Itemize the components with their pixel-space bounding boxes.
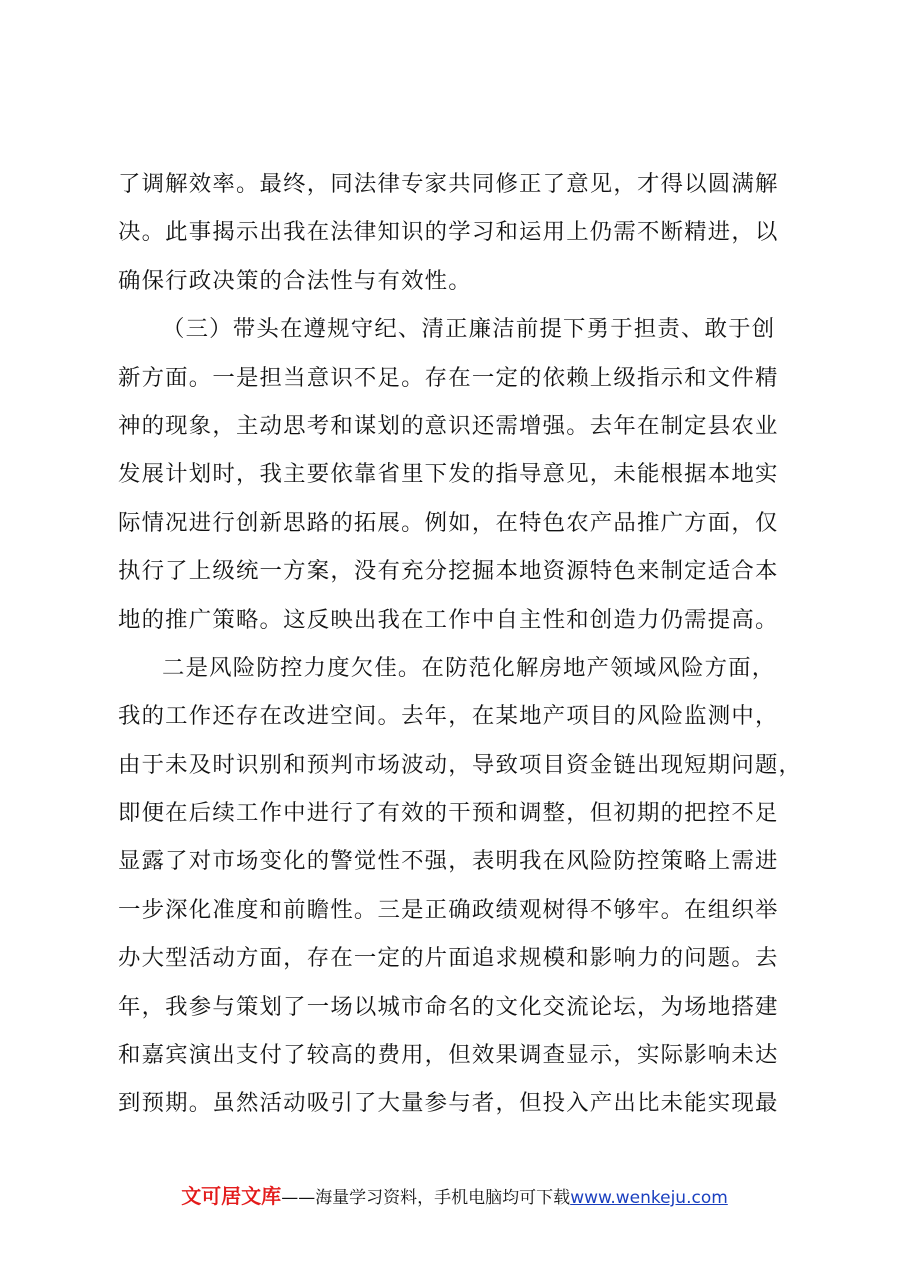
document-body [118,160,808,1128]
footer-banner [0,1181,909,1213]
text-line: 神的现象，主动思考和谋划的意识还需增强。去年在制定县农业 [118,412,779,439]
text-line: 新方面。一是担当意识不足。存在一定的依赖上级指示和文件精 [118,364,779,391]
paragraph-start-line: 二是风险防控力度欠佳。在防范化解房地产领域风险方面， [162,654,776,681]
text-line: 由于未及时识别和预判市场波动，导致项目资金链出现短期问题， [118,751,803,778]
website-link[interactable]: www.wenkeju.com [570,1188,728,1208]
footer-tagline: ——海量学习资料，手机电脑均可下载 [281,1188,571,1208]
brand-name: 文可居文库 [181,1184,282,1208]
text-line: 即便在后续工作中进行了有效的干预和调整，但初期的把控不足 [118,800,779,827]
text-line: 执行了上级统一方案，没有充分挖掘本地资源特色来制定适合本 [118,558,779,585]
text-line: 发展计划时，我主要依靠省里下发的指导意见，未能根据本地实 [118,461,779,488]
text-line: 际情况进行创新思路的拓展。例如，在特色农产品推广方面，仅 [118,509,779,536]
text-line: 确保行政决策的合法性与有效性。 [118,267,472,294]
text-line: 我的工作还存在改进空间。去年，在某地产项目的风险监测中， [118,703,779,730]
text-line: 年，我参与策划了一场以城市命名的文化交流论坛，为场地搭建 [118,993,779,1020]
section-heading-line: （三）带头在遵规守纪、清正廉洁前提下勇于担责、敢于创 [162,316,776,343]
text-line: 显露了对市场变化的警觉性不强，表明我在风险防控策略上需进 [118,848,779,875]
text-line: 地的推广策略。这反映出我在工作中自主性和创造力仍需提高。 [118,606,779,633]
text-line: 一步深化准度和前瞻性。三是正确政绩观树得不够牢。在组织举 [118,896,779,923]
text-line: 到预期。虽然活动吸引了大量参与者，但投入产出比未能实现最 [118,1090,779,1117]
text-line: 了调解效率。最终，同法律专家共同修正了意见，才得以圆满解 [118,171,779,197]
text-line: 和嘉宾演出支付了较高的费用，但效果调查显示，实际影响未达 [118,1042,779,1069]
text-line: 办大型活动方面，存在一定的片面追求规模和影响力的问题。去 [118,945,779,972]
text-line: 决。此事揭示出我在法律知识的学习和运用上仍需不断精进，以 [118,219,779,246]
